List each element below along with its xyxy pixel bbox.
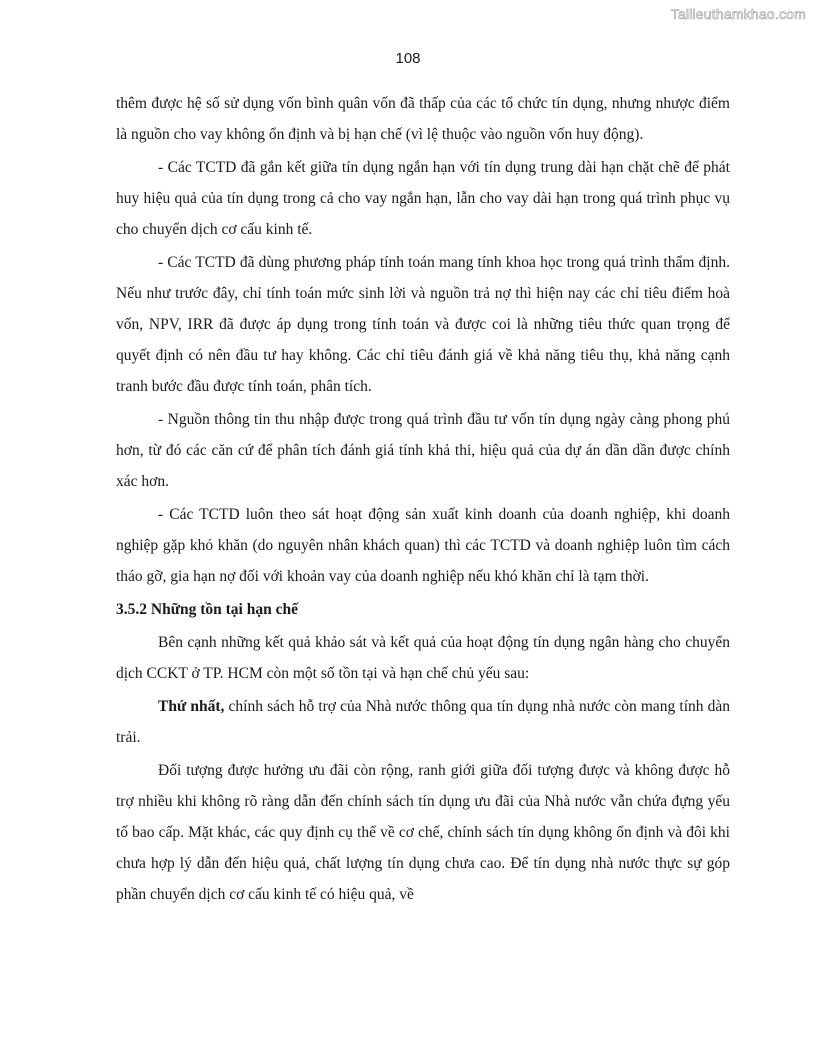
document-body: [116, 88, 730, 912]
first-point-lead: Thứ nhất,: [158, 698, 225, 715]
paragraph-preferential-credit: Đối tượng được hưởng ưu đãi còn rộng, ranh giới giữa đối tượng được và không được hỗ trợ nhiều khi không rõ ràng dẫn đến chính sách tín dụng ưu đãi của Nhà nước vẫn chứa đựng yếu tố bao cấp. Mặt khác, các quy định cụ thể về cơ chế, chính sách tín dụng không ổn định và đôi khi chưa hợp lý dẫn đến hiệu quả, chất lượng tín dụng chưa cao. Để tín dụng nhà nước thực sự góp phần chuyển dịch cơ cấu kinh tế có hiệu quả, về: [116, 762, 730, 903]
page-number: 108: [395, 50, 421, 67]
paragraph-appraisal-methods: - Các TCTD đã dùng phương pháp tính toán mang tính khoa học trong quá trình thẩm định. Nếu như trước đây, chỉ tính toán mức sinh lời và nguồn trả nợ thì hiện nay các chỉ tiêu điểm hoà vốn, NPV, IRR đã được áp dụng trong tính toán và được coi là những tiêu thức quan trọng để quyết định có nên đầu tư hay không. Các chỉ tiêu đánh giá về khả năng tiêu thụ, khả năng cạnh tranh bước đầu được tính toán, phân tích.: [116, 254, 730, 395]
paragraph-short-long-term-credit: - Các TCTD đã gắn kết giữa tín dụng ngắn hạn với tín dụng trung dài hạn chặt chẽ để phát huy hiệu quả của tín dụng trong cả cho vay ngắn hạn, lẫn cho vay dài hạn trong quá trình phục vụ cho chuyển dịch cơ cấu kinh tế.: [116, 159, 730, 238]
paragraph-business-monitoring: - Các TCTD luôn theo sát hoạt động sản xuất kinh doanh của doanh nghiệp, khi doanh nghiệp gặp khó khăn (do nguyên nhân khách quan) thì các TCTD và doanh nghiệp luôn tìm cách tháo gỡ, gia hạn nợ đối với khoản vay của doanh nghiệp nếu khó khăn chỉ là tạm thời.: [116, 506, 730, 585]
paragraph-continued: thêm được hệ số sử dụng vốn bình quân vốn đã thấp của các tổ chức tín dụng, nhưng nhược điểm là nguồn cho vay không ổn định và bị hạn chế (vì lệ thuộc vào nguồn vốn huy động).: [116, 95, 730, 143]
paragraph-information-sources: - Nguồn thông tin thu nhập được trong quá trình đầu tư vốn tín dụng ngày càng phong phú hơn, từ đó các căn cứ để phân tích đánh giá tính khả thi, hiệu quả của dự án dần dần được chính xác hơn.: [116, 411, 730, 490]
watermark: Tailieuthamkhao.com: [670, 6, 806, 22]
first-point-text: chính sách hỗ trợ của Nhà nước thông qua tín dụng nhà nước còn mang tính dàn trải.: [116, 698, 730, 746]
paragraph-intro: Bên cạnh những kết quả khảo sát và kết quả của hoạt động tín dụng ngân hàng cho chuyển dịch CCKT ở TP. HCM còn một số tồn tại và hạn chế chủ yếu sau:: [116, 634, 730, 682]
paragraph-first-point: [116, 691, 730, 753]
section-heading: 3.5.2 Những tồn tại hạn chế: [116, 601, 298, 618]
